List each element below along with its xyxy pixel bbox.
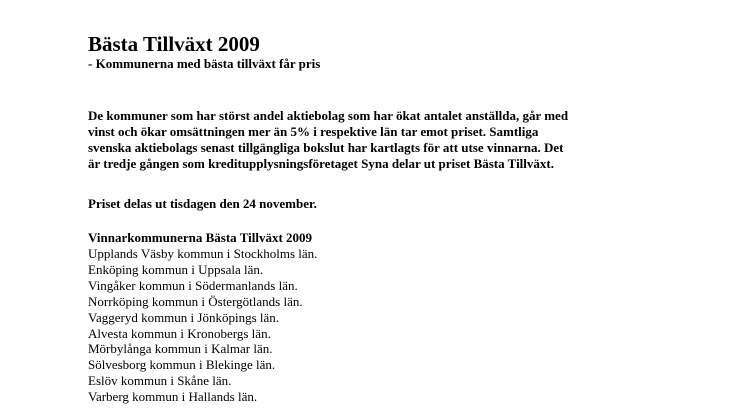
winners-list [88, 246, 317, 405]
list-item: Eslöv kommun i Skåne län. [88, 373, 232, 389]
list-item: Vingåker kommun i Södermanlands län. [88, 277, 298, 293]
intro-line: är tredje gången som kreditupplysningsföretaget Syna delar ut priset Bästa Tillväxt. [88, 156, 554, 171]
list-item: Varberg kommun i Hallands län. [88, 389, 258, 405]
list-item: Enköping kommun i Uppsala län. [88, 261, 264, 277]
winners-heading: Vinnarkommunerna Bästa Tillväxt 2009 [88, 230, 313, 245]
list-item: Sölvesborg kommun i Blekinge län. [88, 357, 276, 373]
list-item: Vaggeryd kommun i Jönköpings län. [88, 309, 280, 325]
intro-line: vinst och ökar omsättningen mer än 5% i respektive län tar emot priset. Samtliga [88, 124, 539, 139]
award-date-line: Priset delas ut tisdagen den 24 november. [88, 196, 317, 211]
intro-line: svenska aktiebolags senast tillgängliga bokslut har kartlagts för att utse vinnarna. Det [88, 140, 564, 155]
list-item: Norrköping kommun i Östergötlands län. [88, 293, 303, 309]
document-subtitle: - Kommunerna med bästa tillväxt får pris [88, 56, 321, 71]
list-item: Alvesta kommun i Kronobergs län. [88, 325, 271, 341]
intro-line: De kommuner som har störst andel aktiebolag som har ökat antalet anställda, går med [88, 108, 569, 123]
list-item: Mörbylånga kommun i Kalmar län. [88, 341, 273, 357]
document-page [88, 32, 728, 405]
list-item: Upplands Väsby kommun i Stockholms län. [88, 246, 318, 261]
intro-paragraph [88, 108, 728, 172]
document-title: Bästa Tillväxt 2009 [88, 32, 260, 56]
